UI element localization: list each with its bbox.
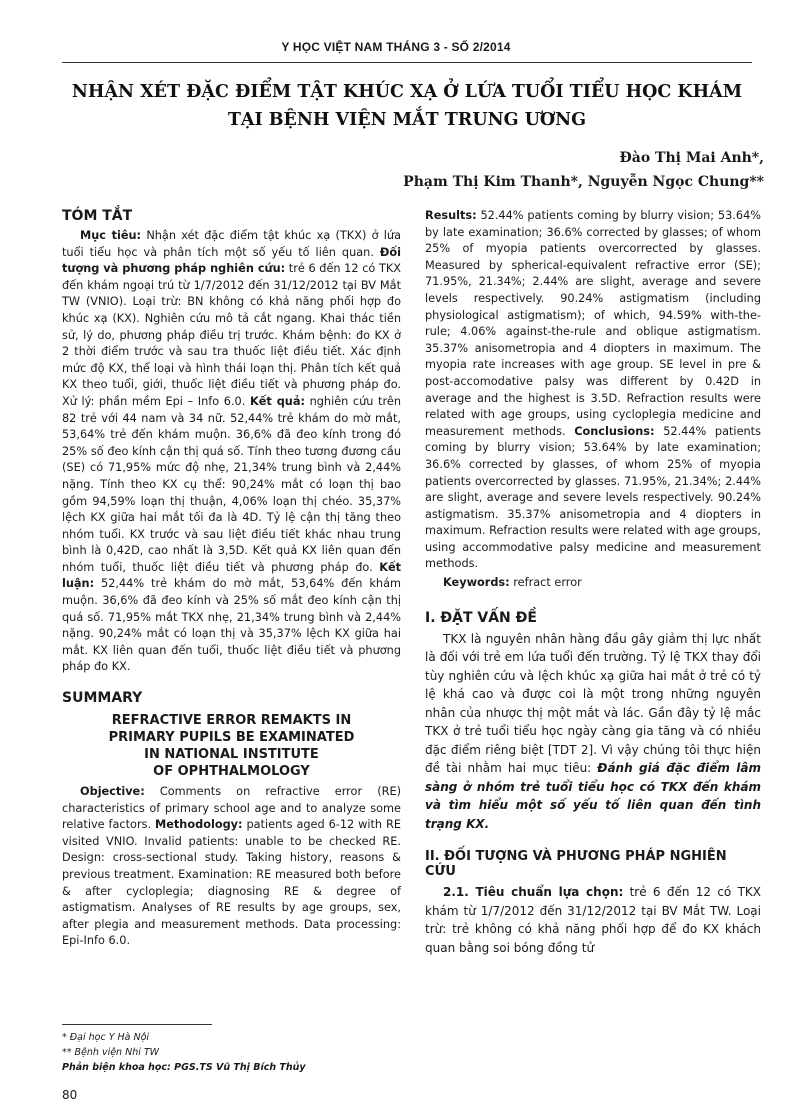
results-text: 52.44% patients coming by blurry vision; 53.64% by late examination; 36.6% corrected by glasses; of whom 25% of myopia patients overcorrected by glasses. Measured by spherical-equivalent refractive error (SE); 71.95%, 21.34%; 2.44% are slight, average and severe levels respectively. 90.24% astigmatism (including physiological astigmatism); of which, 94.59% with-the-rule; 4.06% against-the-rule and oblique astigmatism. 35.37% anisometropia and 4 diopters in maximum. The myopia rate increases with age group. SE level in pre & post-accomodative palsy was different by 0.42D in average and the highest is 3.5D. Refraction results were related with age groups, using cycloplegia medicine and measurement methods. xyxy=(425,209,761,438)
section-1-text: TKX là nguyên nhân hàng đầu gây giảm thị lực nhất là đối với trẻ em lứa tuổi đến trường. Tỷ lệ TKX thay đổi tùy nghiên cứu và lệch khúc xạ giữa hai mắt ở trẻ có tỷ lệ khá cao và được coi là một trong những nguyên nhân của nhược thị một mắt và lác. Gần đây tỷ lệ mắc TKX ở trẻ tuổi tiểu học ngày càng gia tăng và có nhiều đặc điểm riêng biệt [TDT 2]. Vì vậy chúng tôi thực hiện đề tài nhằm hai mục tiêu: xyxy=(425,631,761,776)
english-abstract-part2 xyxy=(425,208,761,573)
english-abstract-part1 xyxy=(62,784,401,950)
vn-abstract-body xyxy=(62,228,401,676)
summary-heading: SUMMARY xyxy=(62,690,143,707)
methodology-text: patients aged 6-12 with RE visited VNIO. Invalid patients: unable to be checked RE. Design: cross-sectional study. Taking history, reasons & previous treatment. Examination: RE measured both before & after cycloplegia; diagnosing RE & degree of astigmatism. Analyses of RE results by age groups, sex, after plegia and measurement methods. Data processing: Epi-Info 6.0. xyxy=(62,818,401,948)
left-column xyxy=(62,208,401,950)
keywords-text: refract error xyxy=(509,576,582,590)
vn-abstract-heading: TÓM TẮT xyxy=(62,208,133,224)
section-2-1-text: trẻ 6 đến 12 có TKX khám từ 1/7/2012 đến 31/12/2012 tại BV Mắt TW. Loại trừ: trẻ không có khả năng phối hợp để đo KX khách quan bằng soi bóng đồng tử xyxy=(425,885,761,955)
english-title-line-2: PRIMARY PUPILS BE EXAMINATED xyxy=(108,730,355,746)
ket-qua-label: Kết quả: xyxy=(249,394,305,408)
doi-tuong-label: Đối tượng và phương pháp nghiên cứu: xyxy=(62,245,402,276)
section-2-heading: II. ĐỐI TƯỢNG VÀ PHƯƠNG PHÁP NGHIÊN CỨU xyxy=(425,849,727,880)
footnote-affiliation-2: ** Bệnh viện Nhi TW xyxy=(62,1047,160,1058)
conclusions-label: Conclusions: xyxy=(574,424,655,438)
author-line-1: Đào Thị Mai Anh*, xyxy=(619,150,764,166)
english-title xyxy=(62,712,401,780)
results-label: Results: xyxy=(425,209,477,222)
right-column xyxy=(425,208,761,957)
muc-tieu-text: Nhận xét đặc điểm tật khúc xạ (TKX) ở lứa tuổi tiểu học và phân tích một số yếu tố liên quan. xyxy=(62,229,401,259)
ket-luan-label: Kết luận: xyxy=(62,560,402,591)
journal-header: Y HỌC VIỆT NAM THÁNG 3 - SỐ 2/2014 xyxy=(281,40,511,54)
section-2-1-label: 2.1. Tiêu chuẩn lựa chọn: xyxy=(443,885,624,900)
section-1-body xyxy=(425,630,761,834)
conclusions-text: 52.44% patients coming by blurry vision; 53.64% by late examination; 36.6% corrected by glasses, of whom 25% of myopia patients overcorrected by glasses. 71.95%, 21.34%; 2.44% are slight, average and severe levels respectively. 90.24% astigmatism. 35.37% anisometropia and 4 diopters in maximum. Refraction results were related with age groups, using accommodative palsy medicine and measurement methods. xyxy=(425,424,761,571)
section-2-body xyxy=(425,883,761,957)
english-title-line-1: REFRACTIVE ERROR REMAKTS IN xyxy=(111,713,352,729)
section-1-goals: Đánh giá đặc điểm lâm sàng ở nhóm trẻ tuổi tiểu học có TKX đến khám và tìm hiểu một số yếu tố liên quan đến tình trạng KX. xyxy=(425,761,761,831)
ket-luan-text: 52,44% trẻ khám do mờ mắt, 53,64% đến khám muộn. 36,6% đã đeo kính và 25% số mắt đeo kính cận thị quá số. 71,95% mắt TKX nhẹ, 21,34% trung bình và 2,44% nặng. 90,24% mắt có loạn thị và 35,37% lệch KX giữa hai mắt. KX liên quan đến tuổi, thuốc liệt điều tiết và phương pháp đo KX. xyxy=(62,577,401,674)
doi-tuong-text: trẻ 6 đến 12 có TKX đến khám ngoại trú từ 1/7/2012 đến 31/12/2012 tại BV Mắt TW (VNIO). Loại trừ: BN không có khả năng phối hợp đo khúc xạ (KX). Nghiên cứu mô tả cắt ngang. Khai thác tiền sử, lý do, phương pháp điều trị trước. Khám bệnh: đo KX ở 2 thời điểm trước và sau tra thuốc liệt điều tiết. Xác định mức độ KX, thể loại và hình thái loạn thị. Phân tích kết quả KX theo tuổi, giới, thuốc liệt điều tiết và phương pháp đo. Xử lý: phần mềm Epi – Info 6.0. xyxy=(62,262,401,408)
header-rule xyxy=(62,62,752,63)
footnotes xyxy=(62,1030,382,1075)
methodology-label: Methodology: xyxy=(155,818,243,832)
english-title-line-3: IN NATIONAL INSTITUTE xyxy=(144,747,319,763)
section-1-heading: I. ĐẶT VẤN ĐỀ xyxy=(425,609,537,626)
keywords xyxy=(425,575,761,592)
keywords-label: Keywords: xyxy=(443,576,510,590)
footnote-affiliation-1: * Đại học Y Hà Nội xyxy=(62,1032,150,1043)
title-line-1: NHẬN XÉT ĐẶC ĐIỂM TẬT KHÚC XẠ Ở LỨA TUỔI TIỂU HỌC KHÁM xyxy=(71,82,743,102)
footnote-rule xyxy=(62,1024,212,1025)
objective-label: Objective: xyxy=(80,785,145,799)
article-title xyxy=(60,78,754,134)
ket-qua-text: nghiên cứu trên 82 trẻ với 44 nam và 34 nữ. 52,44% trẻ khám do mờ mắt, 53,64% trẻ đến khám muộn. 36,6% đã đeo kính trong đó 25% số đeo kính cận thị quá số. Tính theo tương đương cầu (SE) có 71,95% mức độ nhẹ, 21,34% trung bình và 2,44% nặng. Tính theo KX cụ thể: 90,24% mắt có loạn thị bao gồm 94,59% loạn thị thuận, 4,06% loạn thị chéo. 35,37% lệch KX giữa hai mắt tối đa là 4D. Tỷ lệ cận thị tăng theo nhóm tuổi. KX trước và sau liệt điều tiết khác nhau trung bình là 0,42D, cao nhất là 3,5D. Kết quả KX liên quan đến nhóm tuổi, thuốc liệt điều tiết và phương pháp đo. xyxy=(62,394,401,574)
title-line-2: TẠI BỆNH VIỆN MẮT TRUNG ƯƠNG xyxy=(227,110,587,130)
author-line-2: Phạm Thị Kim Thanh*, Nguyễn Ngọc Chung** xyxy=(403,174,764,190)
page-number: 80 xyxy=(62,1088,78,1102)
objective-text: Comments on refractive error (RE) characteristics of primary school age and to analyze some relative factors. xyxy=(62,785,401,832)
footnote-reviewer: Phản biện khoa học: PGS.TS Vũ Thị Bích Thủy xyxy=(62,1062,306,1073)
english-title-line-4: OF OPHTHALMOLOGY xyxy=(153,764,310,780)
muc-tieu-label: Mục tiêu: xyxy=(80,229,142,242)
